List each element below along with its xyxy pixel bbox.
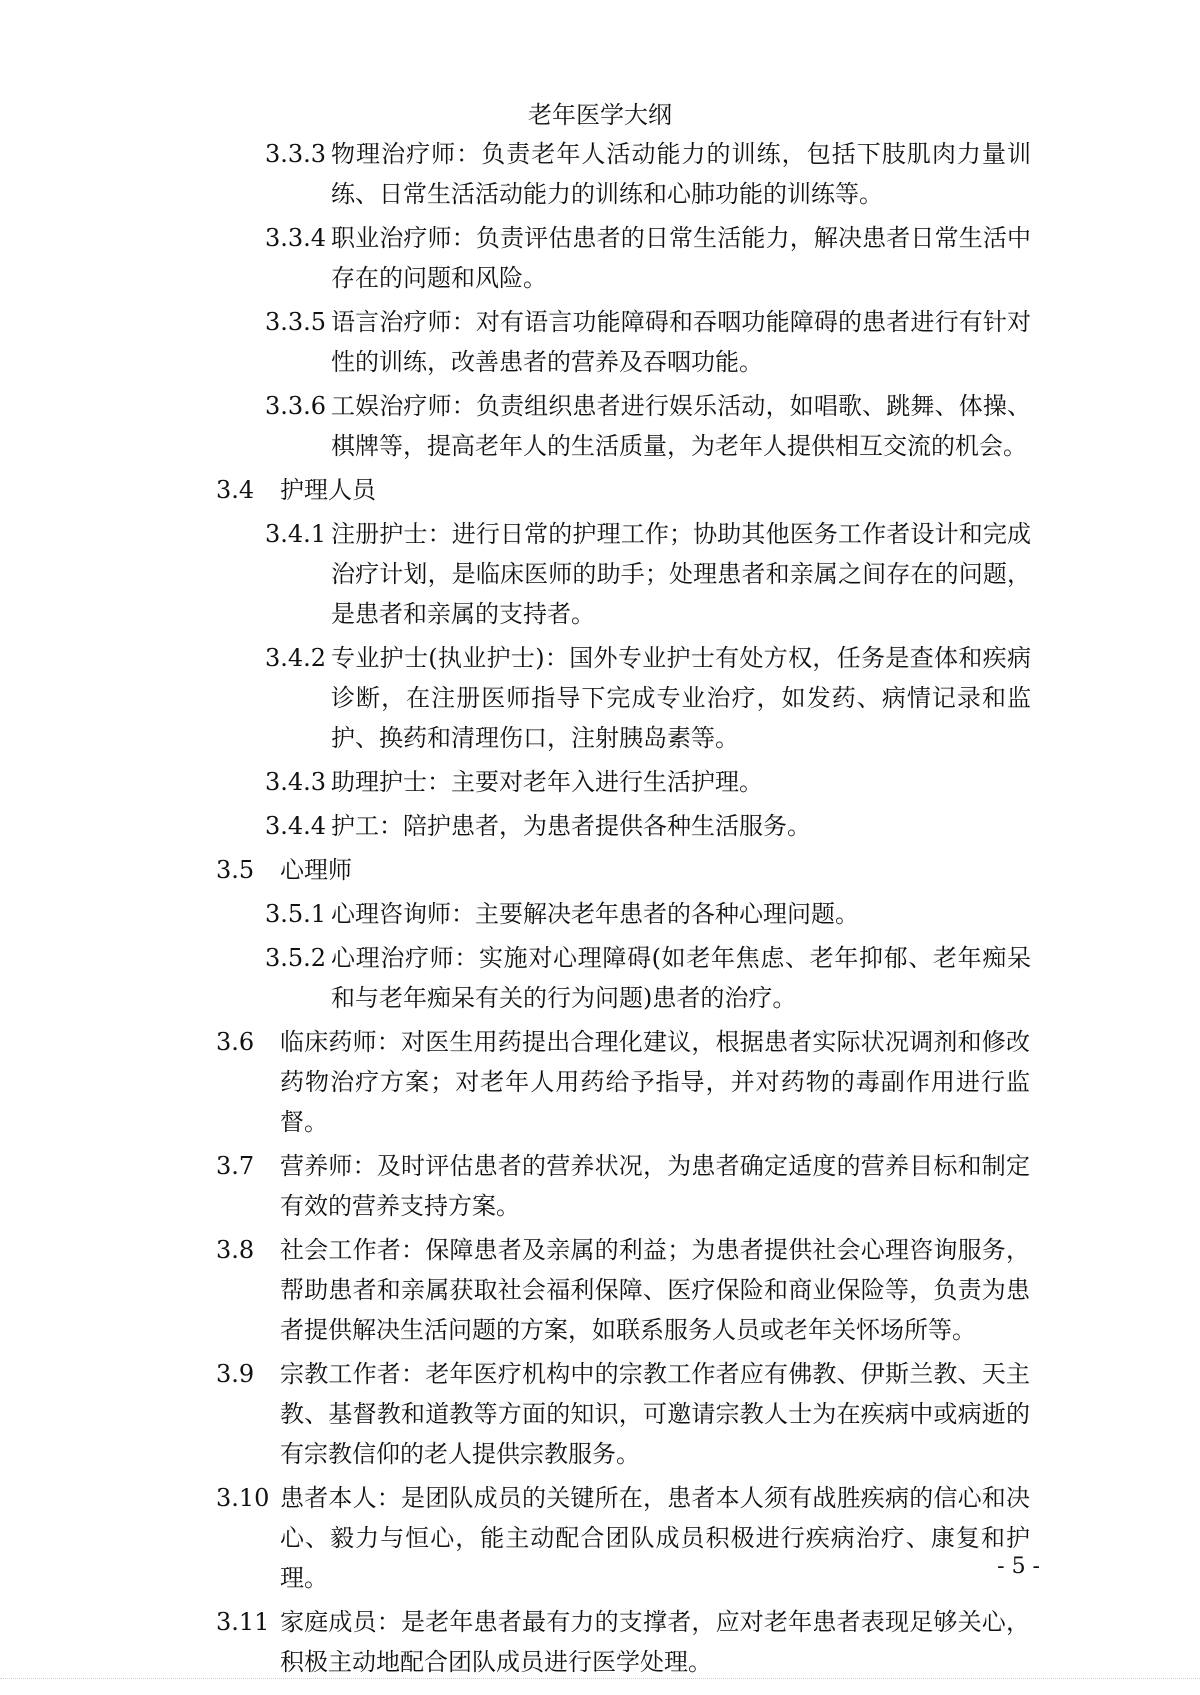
document-body — [0, 134, 1200, 1686]
list-item-3-11 — [0, 1602, 1030, 1682]
item-number: 3.4.4 — [265, 812, 327, 840]
list-item-3-7 — [0, 1146, 1030, 1226]
item-number: 3.6 — [216, 1028, 255, 1056]
item-number: 3.3.3 — [265, 140, 327, 168]
item-text: 助理护士：主要对老年入进行生活护理。 — [331, 768, 763, 796]
item-number: 3.8 — [216, 1236, 255, 1264]
list-item-3-4-1 — [0, 514, 1031, 634]
list-item-3-5-1 — [0, 894, 1031, 934]
list-item-3-9 — [0, 1354, 1030, 1474]
item-number: 3.5.2 — [265, 944, 327, 972]
item-text: 家庭成员：是老年患者最有力的支撑者，应对老年患者表现足够关心，积极主动地配合团队成员进行医学处理。 — [280, 1608, 1030, 1676]
item-text: 护工：陪护患者，为患者提供各种生活服务。 — [331, 812, 811, 840]
list-item-3-3-3 — [0, 134, 1031, 214]
list-item-3-5-2 — [0, 938, 1031, 1018]
item-number: 3.10 — [216, 1484, 270, 1512]
list-item-3-6 — [0, 1022, 1030, 1142]
item-number: 3.5 — [216, 856, 255, 884]
item-text: 心理咨询师：主要解决老年患者的各种心理问题。 — [331, 900, 859, 928]
item-number: 3.3.4 — [265, 224, 327, 252]
list-item-3-8 — [0, 1230, 1030, 1350]
list-item-3-3-4 — [0, 218, 1031, 298]
item-text: 护理人员 — [280, 476, 376, 504]
list-item-3-4-2 — [0, 638, 1031, 758]
item-text: 职业治疗师：负责评估患者的日常生活能力，解决患者日常生活中存在的问题和风险。 — [331, 224, 1031, 292]
item-text: 患者本人：是团队成员的关键所在，患者本人须有战胜疾病的信心和决心、毅力与恒心，能主动配合团队成员积极进行疾病治疗、康复和护理。 — [280, 1484, 1030, 1592]
item-text: 语言治疗师：对有语言功能障碍和吞咽功能障碍的患者进行有针对性的训练，改善患者的营养及吞咽功能。 — [331, 308, 1031, 376]
item-text: 心理治疗师：实施对心理障碍(如老年焦虑、老年抑郁、老年痴呆和与老年痴呆有关的行为问题)患者的治疗。 — [331, 944, 1031, 1012]
item-text: 宗教工作者：老年医疗机构中的宗教工作者应有佛教、伊斯兰教、天主教、基督教和道教等方面的知识，可邀请宗教人士为在疾病中或病逝的有宗教信仰的老人提供宗教服务。 — [280, 1360, 1030, 1468]
item-number: 3.4 — [216, 476, 255, 504]
item-number: 3.4.1 — [265, 520, 327, 548]
item-number: 3.3.6 — [265, 392, 327, 420]
item-text: 专业护士(执业护士)：国外专业护士有处方权，任务是查体和疾病诊断，在注册医师指导下完成专业治疗，如发药、病情记录和监护、换药和清理伤口，注射胰岛素等。 — [331, 644, 1031, 752]
item-text: 工娱治疗师：负责组织患者进行娱乐活动，如唱歌、跳舞、体操、棋牌等，提高老年人的生活质量，为老年人提供相互交流的机会。 — [331, 392, 1031, 460]
page-number: - 5 - — [997, 1554, 1040, 1579]
item-text: 社会工作者：保障患者及亲属的利益；为患者提供社会心理咨询服务，帮助患者和亲属获取社会福利保障、医疗保险和商业保险等，负责为患者提供解决生活问题的方案，如联系服务人员或老年关怀场所等。 — [280, 1236, 1030, 1344]
page-header-title: 老年医学大纲 — [528, 101, 672, 129]
section-heading-3-4 — [0, 470, 1030, 510]
section-heading-3-5 — [0, 850, 1030, 890]
item-number: 3.3.5 — [265, 308, 327, 336]
item-text: 临床药师：对医生用药提出合理化建议，根据患者实际状况调剂和修改药物治疗方案；对老年人用药给予指导，并对药物的毒副作用进行监督。 — [280, 1028, 1030, 1136]
list-item-3-4-4 — [0, 806, 1031, 846]
item-number: 3.4.3 — [265, 768, 327, 796]
item-number: 3.5.1 — [265, 900, 327, 928]
item-number: 3.4.2 — [265, 644, 327, 672]
item-text: 注册护士：进行日常的护理工作；协助其他医务工作者设计和完成治疗计划，是临床医师的助手；处理患者和亲属之间存在的问题，是患者和亲属的支持者。 — [331, 520, 1031, 628]
item-number: 3.9 — [216, 1360, 255, 1388]
page-bottom-divider — [0, 1678, 1200, 1679]
item-text: 营养师：及时评估患者的营养状况，为患者确定适度的营养目标和制定有效的营养支持方案。 — [280, 1152, 1030, 1220]
item-text: 物理治疗师：负责老年人活动能力的训练，包括下肢肌肉力量训练、日常生活活动能力的训练和心肺功能的训练等。 — [331, 140, 1031, 208]
item-text: 心理师 — [280, 856, 352, 884]
list-item-3-4-3 — [0, 762, 1031, 802]
item-number: 3.7 — [216, 1152, 255, 1180]
list-item-3-3-5 — [0, 302, 1031, 382]
item-number: 3.11 — [216, 1608, 270, 1636]
list-item-3-10 — [0, 1478, 1030, 1598]
list-item-3-3-6 — [0, 386, 1031, 466]
